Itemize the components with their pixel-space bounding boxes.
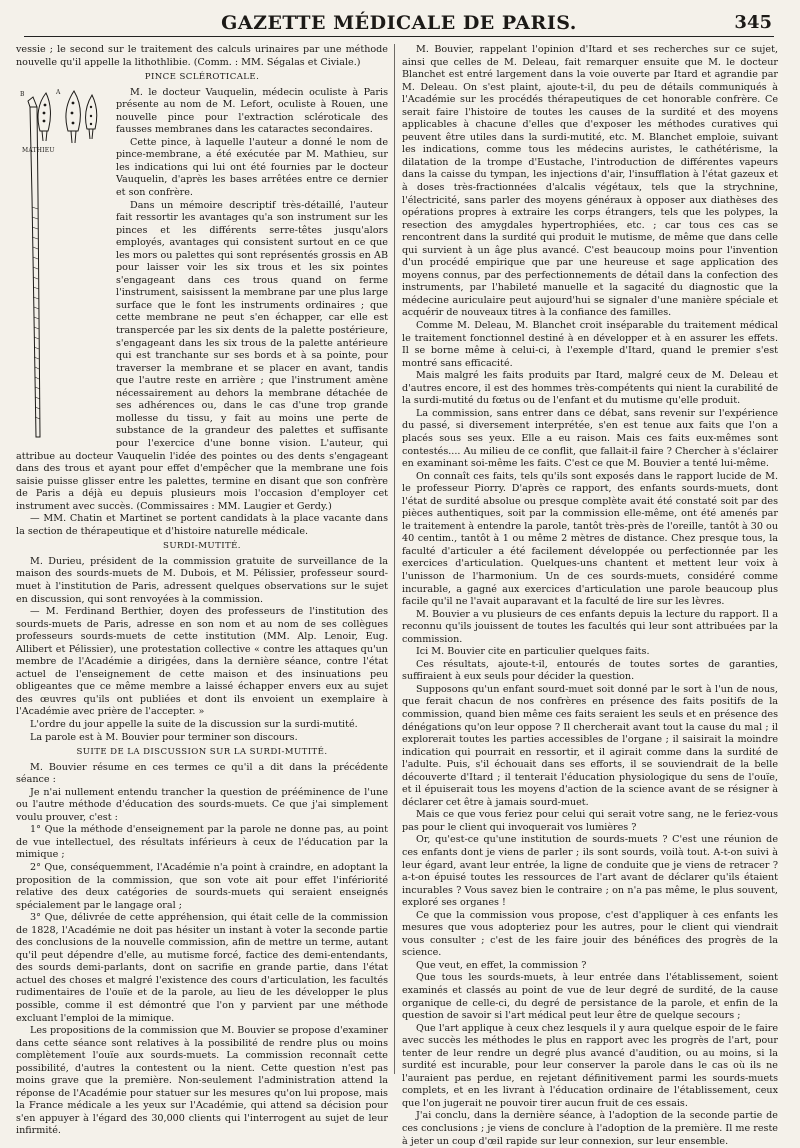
paragraph: Comme M. Deleau, M. Blanchet croit inséparable du traitement médical le traitement fonctionnel destiné à en développer et à en assurer les effets. Il se borne même à celui-ci, à l'exemple d'Itard, quand le premier s'est montré sans efficacité. — [402, 320, 778, 369]
paragraph: Ici M. Bouvier cite en particulier quelques faits. — [416, 646, 650, 658]
section-heading-pince: PINCE SCLÉROTICALE. — [144, 72, 260, 83]
paragraph: Or, qu'est-ce qu'une institution de sourds-muets ? C'est une réunion de ces enfants dont je viens de parler ; ils sont sourds, voilà tout. A-t-on suivi à leur égard, avant leur entrée, la ligne de conduite que je viens de retracer ? a-t-on épuisé toutes les ressources de l'art avant de déclarer qu'ils étaient incurables ? Vous savez bien le contraire ; on n'a pas même, le plus souvent, exploré ses organes ! — [402, 834, 778, 909]
paragraph: Ces résultats, ajoute-t-il, entourés de toutes sortes de garanties, suffiraient à eux seuls pour décider la question. — [402, 658, 778, 683]
page-number: 345 — [734, 12, 772, 33]
figure-label-a: A — [56, 88, 61, 96]
paragraph: Je n'ai nullement entendu trancher la question de prééminence de l'une ou l'autre méthode d'éducation des sourds-muets. Ce que j'ai simplement voulu prouver, c'est : — [16, 786, 388, 823]
paragraph: Mais ce que vous feriez pour celui qui serait votre sang, ne le feriez-vous pas pour le client qui invoquerait vos lumières ? — [402, 809, 778, 833]
paragraph: Que veut, en effet, la commission ? — [416, 959, 587, 971]
paragraph: — M. Ferdinand Berthier, doyen des professeurs de l'institution des sourds-muets de Paris, adresse en son nom et au nom de ses collègues professeurs sourds-muets de cette institution (MM. Alp. Lenoir, Eug. Allibert et Pélissier), une protestation collective « contre les attaques qu'un membre de l'Académie a dirigées, dans la dernière séance, contre l'état actuel de l'enseignement de cette maison et des insinuations peu obligeantes que ce même membre a laissé échapper envers eux au sujet des œuvres qu'ils ont publiées et dont ils envoient un exemplaire à l'Académie avec prière de l'accepter. » — [16, 606, 388, 718]
figure-label-b: B — [20, 90, 25, 98]
paragraph: — MM. Chatin et Martinet se portent candidats à la place vacante dans la section de thérapeutique et d'histoire naturelle médicale. — [16, 513, 388, 537]
paragraph: La parole est à M. Bouvier pour terminer son discours. — [30, 731, 298, 743]
paragraph: La commission, sans entrer dans ce débat, sans revenir sur l'expérience du passé, si diversement interprétée, s'en est tenue aux faits que l'on a placés sous ses yeux. Elle a eu raison. Mais ces faits eux-mêmes sont contestés.... Au milieu de ce conflit, que fallait-il faire ? Chercher à s'éclairer en examinant soi-même les faits. C'est ce que M. Bouvier a tenté lui-même. — [402, 407, 778, 470]
paragraph: M. Bouvier a vu plusieurs de ces enfants depuis la lecture du rapport. Il a reconnu qu'ils jouissent de toutes les facultés qui leur sont attribuées par la commission. — [402, 608, 778, 645]
paragraph: M. Bouvier résume en ces termes ce qu'il a dit dans la précédente séance : — [16, 761, 388, 786]
journal-title: GAZETTE MÉDICALE DE PARIS. — [221, 12, 577, 34]
paragraph: Que tous les sourds-muets, à leur entrée dans l'établissement, soient examinés et classés au point de vue de leur degré de surdité, de la cause organique de celle-ci, du degré de persistance de la parole, et enfin de la question de savoir si l'art médical peut leur être de quelque secours ; — [402, 972, 778, 1022]
paragraph: L'ordre du jour appelle la suite de la discussion sur la surdi-mutité. — [30, 718, 358, 730]
paragraph: M. le docteur Vauquelin, médecin oculiste à Paris présente au nom de M. Lefort, oculiste à Rouen, une nouvelle pince pour l'extraction scléroticale des fausses membranes dans les cataractes secondaires. — [116, 86, 388, 136]
section-heading-suite: SUITE DE LA DISCUSSION SUR LA SURDI-MUTITÉ. — [76, 747, 328, 758]
paragraph: Que l'art applique à ceux chez lesquels il y aura quelque espoir de le faire avec succès les méthodes le plus en rapport avec les progrès de l'art, pour tenter de leur rendre un degré plus avancé d'audition, ou au moins, si la surdité est incurable, pour leur conserver la parole dans le cas où ils ne l'auraient pas perdue, en rejetant définitivement parmi les sourds-muets complets, et en les livrant à l'éducation ordinaire de l'établissement, ceux que l'on jugerait ne pouvoir tirer aucun fruit de ces essais. — [402, 1022, 778, 1109]
paragraph: vessie ; le second sur le traitement des calculs urinaires par une méthode nouvelle qu'il appelle la lithothlibie. (Comm. : MM. Ségalas et Civiale.) — [16, 44, 388, 68]
paragraph: Dans un mémoire descriptif très-détaillé, l'auteur fait ressortir les avantages qu'a son instrument sur les pinces et les différents serre-têtes jusqu'alors employés, avantages qui consistent surtout en ce que les mors ou palettes qui sont représentés grossis en AB pour laisser voir les six trous et les six pointes s'engageant dans ces trous quand on ferme l'instrument, saisissent la membrane par une plus large surface que le font les instruments ordinaires ; que cette membrane ne peut s'en échapper, car elle est transpercée par les six dents de la palette postérieure, s'engageant dans les six trous de la palette antérieure qui est tranchante sur ses bords et à sa pointe, pour traverser la membrane et se placer en avant, tandis que l'autre reste en arrière ; que l'instrument amène nécessairement au dehors la membrane détachée de ses adhérences ou, dans le cas d'une trop grande mollesse du tissu, y fait au moins une perte de substance de la grandeur des palettes et suffisante pour l'exercice d'une bonne vision. L'auteur, qui attribue au docteur Vauquelin l'idée des pointes ou des dents s'engageant dans des trous et ayant pour effet d'empêcher que la membrane une fois saisie puisse glisser entre les palettes, termine en disant que son confrère de Paris a déjà eu depuis plusieurs mois l'occasion d'employer cet instrument avec succès. (Commissaires : MM. Laugier et Gerdy.) — [16, 199, 388, 512]
paragraph: M. Durieu, président de la commission gratuite de surveillance de la maison des sourds-muets de M. Dubois, et M. Pélissier, professeur sourd-muet à l'institution de Paris, adressent quelques observations sur le sujet en discussion, qui sont renvoyées à la commission. — [16, 555, 388, 605]
right-column — [402, 44, 778, 1148]
figure-maker-mark: MATHIEU — [22, 146, 55, 154]
paragraph: Ce que la commission vous propose, c'est d'appliquer à ces enfants les mesures que vous adopteriez pour les autres, pour le client qui viendrait vous consulter ; c'est de les faire jouir des bénéfices des progrès de la science. — [402, 909, 778, 959]
forceps-illustration — [16, 87, 108, 445]
paragraph: Mais malgré les faits produits par Itard, malgré ceux de M. Deleau et d'autres encore, il est des hommes très-compétents qui nient la curabilité de la surdi-mutité du fœtus ou de l'enfant et du mutisme qu'elle produit. — [402, 370, 778, 407]
list-item: 2° Que, conséquemment, l'Académie n'a point à craindre, en adoptant la proposition de la commission, que son vote ait pour effet l'infériorité relative des deux catégories de sourds-muets qui seraient enseignés spécialement par le langage oral ; — [16, 862, 388, 911]
list-item: 3° Que, délivrée de cette appréhension, qui était celle de la commission de 1828, l'Académie ne doit pas hésiter un instant à voter la seconde partie des conclusions de la nouvelle commission, afin de mettre un terme, autant qu'il peut dépendre d'elle, au mutisme forcé, factice des demi-entendants, des sourds demi-parlants, dont on sacrifie en grande partie, dans l'état actuel des choses et malgré l'existence des cours d'articulation, les facultés rudimentaires de l'ouïe et de la parole, au lieu de les développer le plus possible, comme il est démontré que l'on y parvient par une méthode excluant l'emploi de la mimique. — [16, 912, 388, 1024]
paragraph: M. Bouvier, rappelant l'opinion d'Itard et ses recherches sur ce sujet, ainsi que celles de M. Deleau, fait remarquer ensuite que M. le docteur Blanchet est entré largement dans la voie ouverte par Itard et agrandie par M. Deleau. On s'est plaint, ajoute-t-il, du peu de détails communiqués à l'Académie sur les procédés thérapeutiques de cet honorable confrère. Ce serait faire l'histoire de toutes les causes de la surdité et des moyens applicables à chacune d'elles que d'exposer les méthodes curatives qui peuvent être utiles dans la surdi-mutité, etc. M. Blanchet emploie, suivant les indications, comme tous les médecins auristes, le cathétérisme, la dilatation de la trompe d'Eustache, l'introduction de différentes vapeurs dans la caisse du tympan, les injections d'air, l'insufflation à l'état gazeux et à doses très-fractionnées d'alcalis végétaux, tels que la strychnine, l'électricité, sans parler des moyens généraux à opposer aux diathèses des opérations propres à extraire les corps étrangers, tels que les polypes, la resection des amygdales hypertrophiées, etc. ; car tous ces cas se rencontrent dans la surdité qui produit le mutisme, de même que dans celle qui survient à un âge plus avancé. C'est beaucoup moins pour l'invention d'un procédé empirique que par une heureuse et sage application des moyens connus, par des perfectionnements de détail dans la confection des instruments, par l'habileté manuelle et la sagacité du diagnostic que la médecine auriculaire peut aujourd'hui se signaler d'une manière spéciale et acquérir de nouveaux titres à la confiance des familles. — [402, 44, 778, 319]
paragraph: Cette pince, à laquelle l'auteur a donné le nom de pince-membrane, a été exécutée par M. Mathieu, sur les indications qui lui ont été fournies par le docteur Vauquelin, d'après les bases arrêtées entre ce dernier et son confrère. — [116, 136, 388, 199]
forceps-drawing — [16, 87, 108, 445]
section-heading-surdi: SURDI-MUTITÉ. — [163, 541, 241, 552]
column-divider — [394, 44, 395, 1074]
left-column — [16, 44, 388, 1138]
paragraph: J'ai conclu, dans la dernière séance, à l'adoption de la seconde partie de ces conclusions ; je viens de conclure à l'adoption de la première. Il me reste à jeter un coup d'œil rapide sur leur connexion, sur leur ensemble. — [402, 1110, 778, 1147]
paragraph: On connaît ces faits, tels qu'ils sont exposés dans le rapport lucide de M. le professeur Piorry. D'après ce rapport, des enfants sourds-muets, dont l'état de surdité absolue ou presque complète avait été constaté soit par des pièces authentiques, soit par la commission elle-même, ont été amenés par le traitement à entendre la parole, tantôt très-près de l'oreille, tantôt à 30 ou 40 centim., tantôt à 1 ou même 2 mètres de distance. Chez presque tous, la faculté d'articuler a été facilement développée ou perfectionnée par les exercices d'articulation. Quelques-uns chantent et mettent leur voix à l'unisson de l'harmonium. Un de ces sourds-muets, considéré comme incurable, a gagné aux exercices d'articulation une parole beaucoup plus facile qu'il ne l'avait auparavant et la faculté de lire sur les lèvres. — [402, 470, 778, 608]
paragraph: Supposons qu'un enfant sourd-muet soit donné par le sort à l'un de nous, que ferait chacun de nos confrères en présence des faits positifs de la commission, quand bien même ces faits seraient les seuls et en présence des dénégations qu'on leur oppose ? Il chercherait avant tout la cause du mal ; il explorerait toutes les parties accessibles de l'organe ; il saisirait la moindre indication qui pourrait en ressortir, et il agirait comme dans la surdité de l'adulte. Puis, s'il échouait dans ses efforts, il se souviendrait de la belle découverte d'Itard ; il tenterait l'éducation physiologique du sens de l'ouïe, et il épuiserait tous les moyens d'action de la science avant de se résigner à déclarer cet être à jamais sourd-muet. — [402, 683, 778, 808]
list-item: 1° Que la méthode d'enseignement par la parole ne donne pas, au point de vue intellectuel, des résultats inférieurs à ceux de l'éducation par la mimique ; — [16, 824, 388, 861]
page-header — [24, 8, 774, 37]
paragraph: Les propositions de la commission que M. Bouvier se propose d'examiner dans cette séance sont relatives à la possibilité de rendre plus ou moins complètement l'ouïe aux sourds-muets. La commission reconnaît cette possibilité, d'autres la contestent ou la nient. Cette question n'est pas moins grave que la première. Non-seulement l'administration attend la réponse de l'Académie pour statuer sur les mesures qu'on lui propose, mais la France médicale a les yeux sur l'Académie, qui attend sa décision pour s'en appuyer à l'égard des 30,000 clients qui l'interrogent au sujet de leur infirmité. — [16, 1025, 389, 1137]
